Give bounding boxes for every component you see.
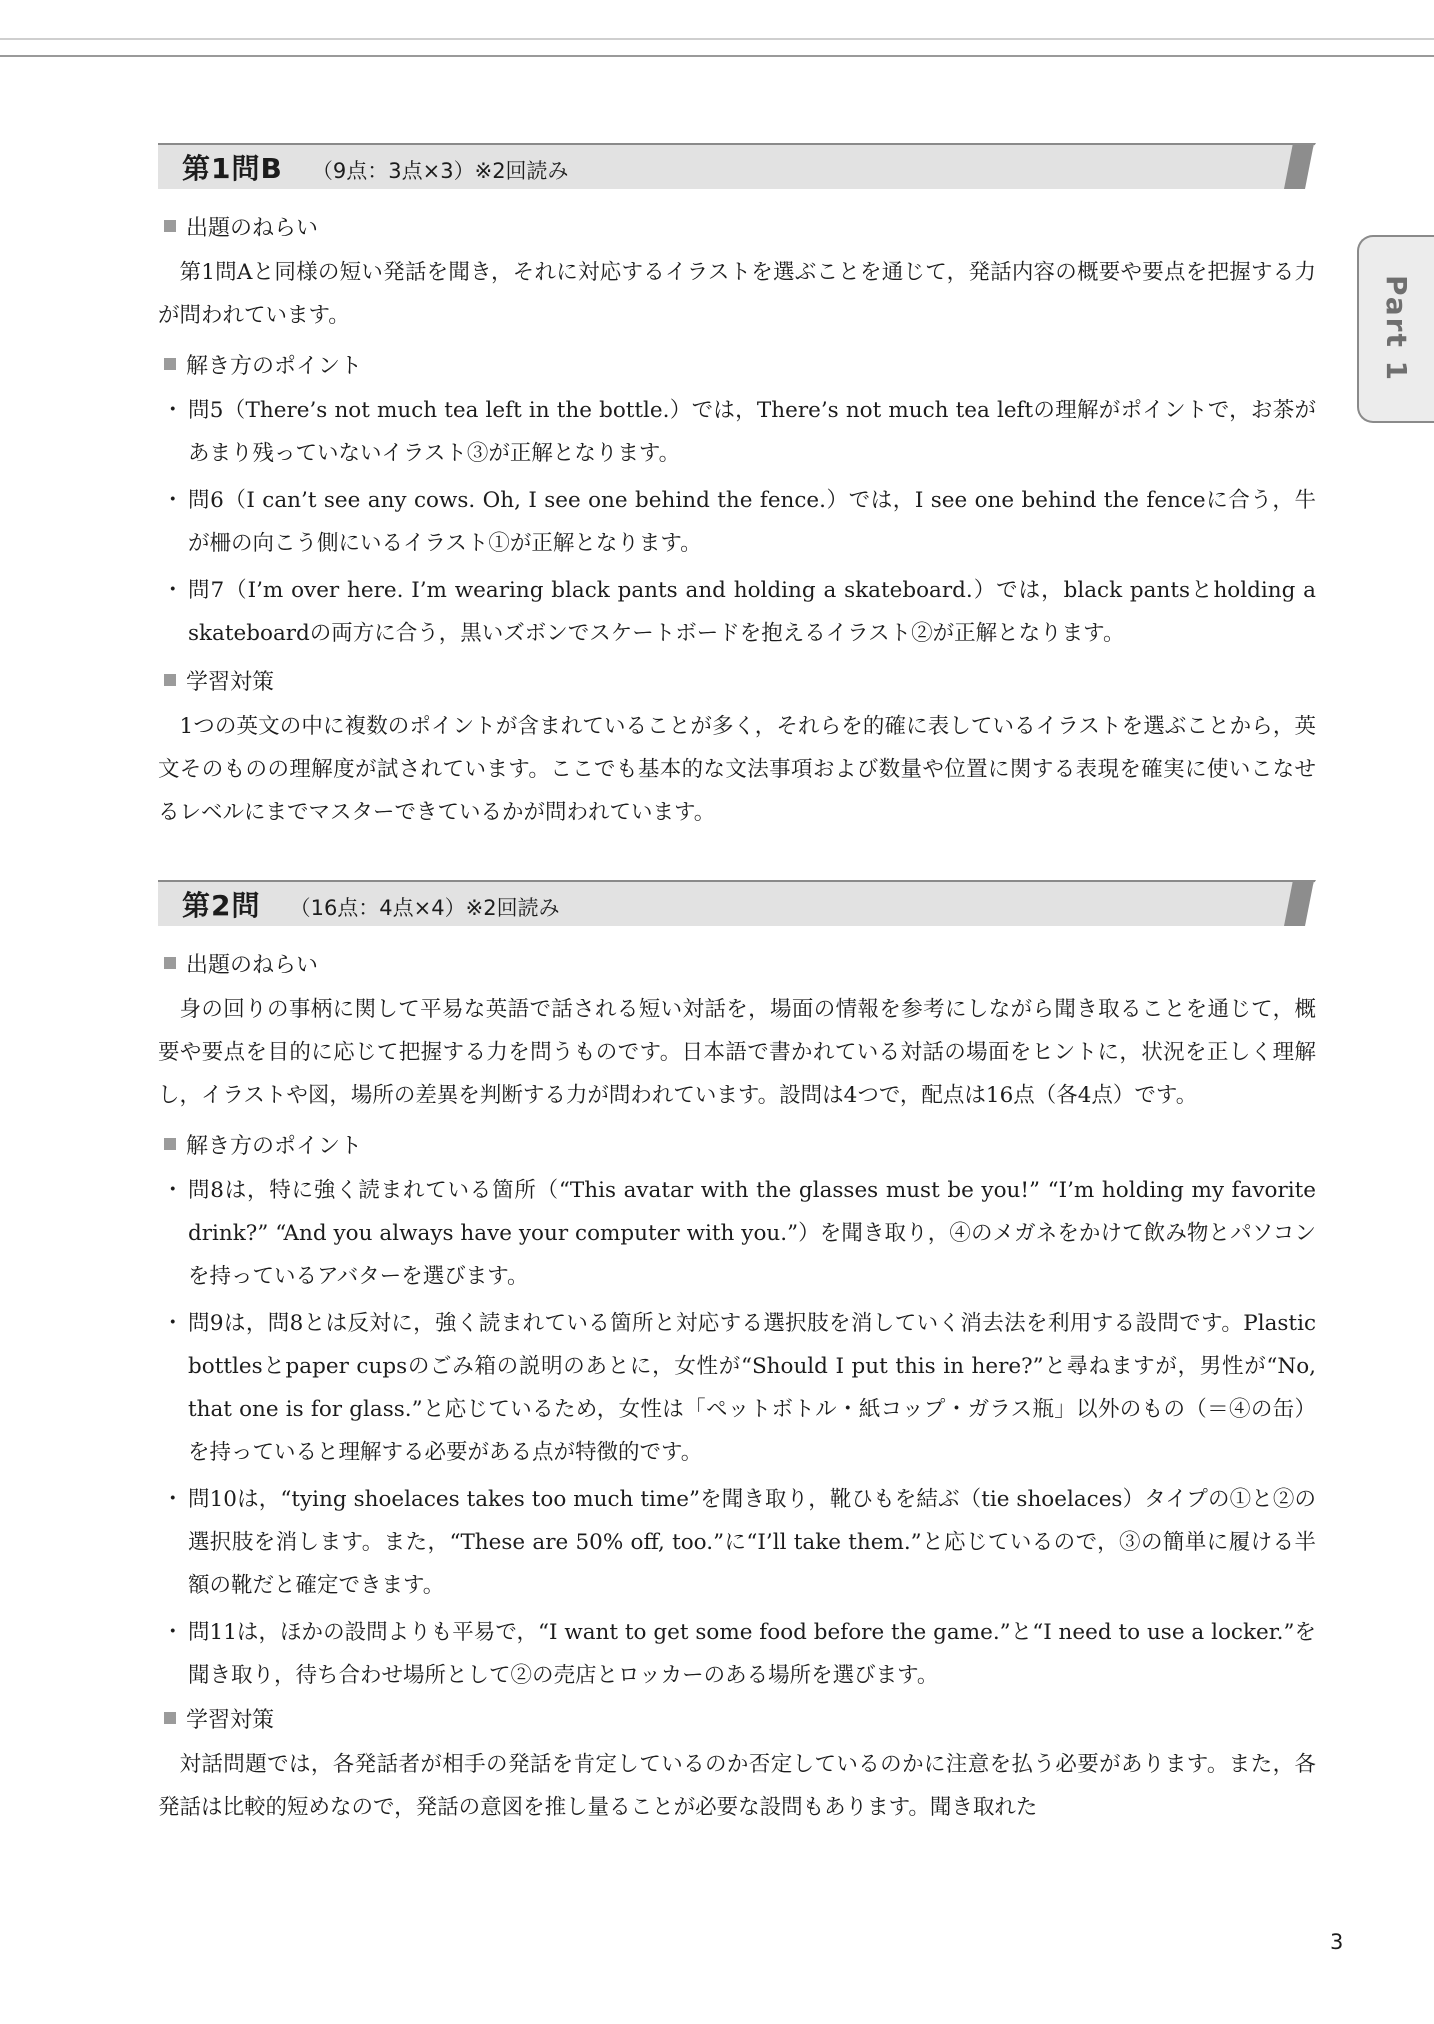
section-title: 第2問: [182, 889, 261, 922]
point-item: ・ 問7（I’m over here. I’m wearing black pants and holding a skateboard.）では，black pantsとholding a skateboardの両方に合う，黒いズボンでスケートボードを抱えるイラスト②が正解となります。: [162, 578, 1316, 646]
square-bullet-icon: [164, 220, 176, 232]
point-item: ・ 問5（There’s not much tea left in the bottle.）では，There’s not much tea leftの理解がポイントで，お茶があまり残っていないイラスト③が正解となります。: [162, 398, 1316, 466]
side-tab-label: Part 1: [1380, 275, 1413, 383]
aim-paragraph: 身の回りの事柄に関して平易な英語で話される短い対話を，場面の情報を参考にしながら聞き取ることを通じて，概要や要点を目的に応じて把握する力を問うものです。日本語で書かれている対話の場面をヒントに，状況を正しく理解し，イラストや図，場所の差異を判断する力が問われています。設問は4つで，配点は16点（各4点）です。: [158, 997, 1316, 1108]
study-paragraph: 1つの英文の中に複数のポイントが含まれていることが多く，それらを的確に表しているイラストを選ぶことから，英文そのものの理解度が試されています。ここでも基本的な文法事項および数量や位置に関する表現を確実に使いこなせるレベルにまでマスターできているかが問われています。: [158, 714, 1316, 825]
square-bullet-icon: [164, 957, 176, 969]
subheading-points: 解き方のポイント: [158, 349, 1316, 379]
page-number: 3: [1330, 1930, 1344, 1954]
part-side-tab: [1357, 235, 1434, 423]
section-title: 第1問B: [182, 152, 283, 185]
header-rule-top: [0, 38, 1434, 40]
study-paragraph: 対話問題では，各発話者が相手の発話を肯定しているのか否定しているのかに注意を払う必要があります。また，各発話は比較的短めなので，発話の意図を推し量ることが必要な設問もあります。聞き取れた: [158, 1752, 1316, 1820]
square-bullet-icon: [164, 1138, 176, 1150]
point-item: ・ 問10は，“tying shoelaces takes too much time”を聞き取り，靴ひもを結ぶ（tie shoelaces）タイプの①と②の選択肢を消します。また，“These are 50% off, too.”に“I’ll take them.”と応じているので，③の簡単に履ける半額の靴だと確定できます。: [162, 1487, 1316, 1598]
aim-paragraph: 第1問Aと同様の短い発話を聞き，それに対応するイラストを選ぶことを通じて，発話内容の概要や要点を把握する力が問われています。: [158, 260, 1316, 328]
square-bullet-icon: [164, 1712, 176, 1724]
section-banner: [158, 880, 1316, 926]
header-rule-bottom: [0, 55, 1434, 57]
section-subtitle: （9点：3点×3）※2回読み: [311, 159, 569, 183]
square-bullet-icon: [164, 358, 176, 370]
point-item: ・ 問9は，問8とは反対に，強く読まれている箇所と対応する選択肢を消していく消去法を利用する設問です。Plastic bottlesとpaper cupsのごみ箱の説明のあとに，女性が“Should I put this in here?”と尋ねますが，男性が“No, that one is for glass.”と応じているため，女性は「ペットボトル・紙コップ・ガラス瓶」以外のもの（＝④の缶）を持っていると理解する必要がある点が特徴的です。: [162, 1311, 1316, 1465]
subheading-study: 学習対策: [158, 1703, 1316, 1733]
square-bullet-icon: [164, 674, 176, 686]
subheading-study: 学習対策: [158, 665, 1316, 695]
point-item: ・ 問8は，特に強く読まれている箇所（“This avatar with the glasses must be you!” “I’m holding my favorite drink?” “And you always have your computer with you.”）を聞き取り，④のメガネをかけて飲み物とパソコンを持っているアバターを選びます。: [162, 1178, 1316, 1289]
subheading-points: 解き方のポイント: [158, 1129, 1316, 1159]
subheading-aim: 出題のねらい: [158, 948, 1316, 978]
point-item: ・ 問11は，ほかの設問よりも平易で，“I want to get some food before the game.”と“I need to use a locker.”を聞き取り，待ち合わせ場所として②の売店とロッカーのある場所を選びます。: [162, 1620, 1316, 1688]
point-item: ・ 問6（I can’t see any cows. Oh, I see one behind the fence.）では，I see one behind the fenceに合う，牛が柵の向こう側にいるイラスト①が正解となります。: [162, 488, 1316, 556]
subheading-aim: 出題のねらい: [158, 211, 1316, 241]
page-content: [158, 143, 1316, 1841]
section-subtitle: （16点：4点×4）※2回読み: [289, 896, 560, 920]
section-banner: [158, 143, 1316, 189]
